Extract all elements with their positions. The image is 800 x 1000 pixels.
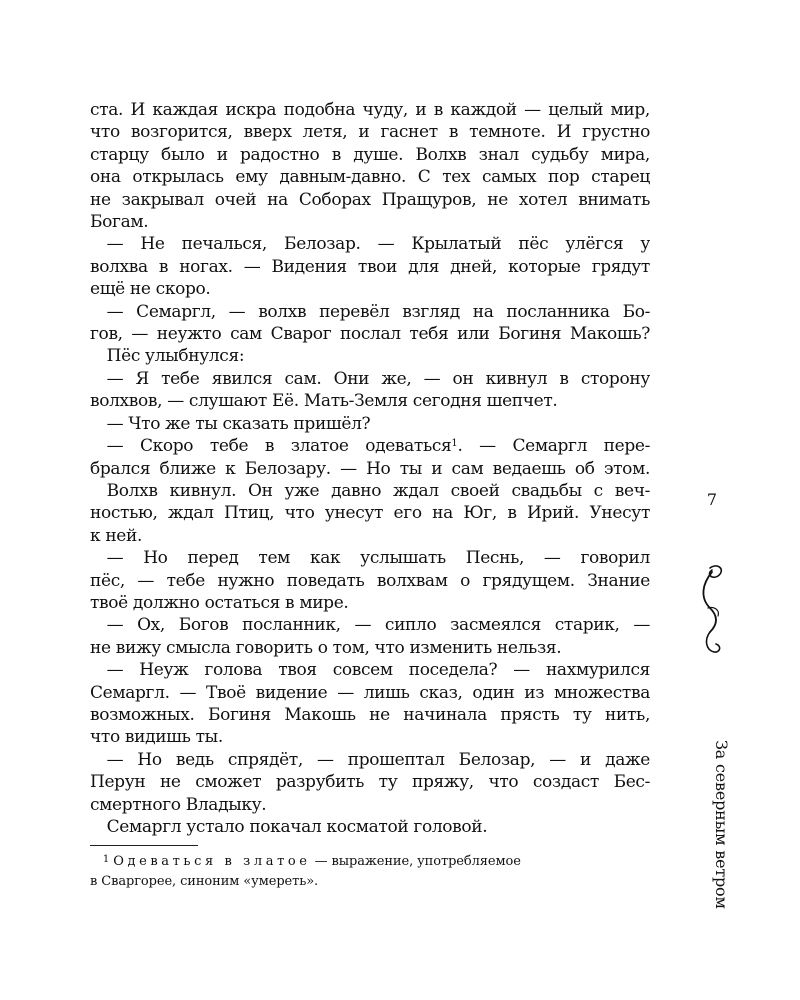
text-line: к ней.	[90, 525, 143, 546]
text-line: пёс, — тебе нужно поведать волхвам о грядущем. Знание	[90, 570, 650, 591]
footnote-ref-before: — Скоро тебе в златое одеваться	[90, 436, 452, 457]
text-line: брался ближе к Белозару. — Но ты и сам ведаешь об этом.	[90, 458, 650, 479]
footnote-text: — выражение, употребляемое	[310, 854, 521, 869]
text-line: что видишь ты.	[90, 727, 223, 748]
text-line: — Что же ты сказать пришёл?	[90, 413, 371, 434]
text-line: волхва в ногах. — Видения твои для дней, которые грядут	[90, 256, 650, 277]
footnote-ref-marker: 1	[451, 438, 458, 450]
text-line: она открылась ему давным-давно. С тех самых пор старец	[90, 167, 650, 188]
text-line: Перун не сможет разрубить ту пряжу, что создаст Бес-	[90, 772, 650, 793]
text-line: гов, — неужто сам Сварог послал тебя или Богиня Макошь?	[90, 324, 650, 345]
text-line: — Не печалься, Белозар. — Крылатый пёс улёгся у	[90, 234, 650, 255]
text-line: волхвов, — слушают Её. Мать-Земля сегодня шепчет.	[90, 391, 558, 412]
text-line: старцу было и радостно в душе. Волхв знал судьбу мира,	[90, 144, 650, 165]
text-line: ностью, ждал Птиц, что унесут его на Юг, в Ирий. Унесут	[90, 503, 650, 524]
text-line: — Но ведь спрядёт, — прошептал Белозар, — и даже	[90, 749, 650, 770]
ornament-swirl-icon	[688, 560, 738, 660]
text-line: — Но перед тем как услышать Песнь, — говорил	[90, 548, 650, 569]
text-line: возможных. Богиня Макошь не начинала прясть ту нить,	[90, 704, 650, 725]
text-line: твоё должно остаться в мире.	[90, 592, 349, 613]
text-line: — Ох, Богов посланник, — сипло засмеялся старик, —	[90, 615, 650, 636]
text-line	[90, 435, 650, 457]
text-line: смертного Владыку.	[90, 794, 267, 815]
text-line: не вижу смысла говорить о том, что изменить нельзя.	[90, 637, 562, 658]
footnote-marker: 1	[102, 854, 110, 865]
footnote	[90, 852, 650, 892]
text-line: не закрывал очей на Соборах Пращуров, не хотел внимать	[90, 189, 650, 210]
footnote-separator	[90, 845, 198, 846]
running-title: За северным ветром	[712, 740, 731, 909]
text-line: что возгорится, вверх летя, и гаснет в темноте. И грустно	[90, 122, 650, 143]
text-line: Семаргл устало покачал косматой головой.	[90, 817, 488, 837]
page-number: 7	[706, 490, 718, 509]
body-text	[90, 99, 650, 838]
text-line: — Я тебе явился сам. Они же, — он кивнул в сторону	[90, 368, 650, 389]
footnote-term: Одеваться в златое	[113, 854, 311, 869]
text-line: Волхв кивнул. Он уже давно ждал своей свадьбы с веч-	[90, 480, 650, 501]
footnote-ref-after: . — Семаргл пере-	[457, 436, 650, 457]
text-line: — Неуж голова твоя совсем поседела? — нахмурился	[90, 660, 650, 681]
text-line: Богам.	[90, 212, 149, 233]
text-line: — Семаргл, — волхв перевёл взгляд на посланника Бо-	[90, 301, 650, 322]
footnote-line-1	[90, 852, 650, 872]
footnote-line-2: в Сваргорее, синоним «умереть».	[90, 874, 319, 889]
text-line: Пёс улыбнулся:	[90, 346, 245, 367]
text-line: ещё не скоро.	[90, 279, 211, 300]
text-line: Семаргл. — Твоё видение — лишь сказ, один из множества	[90, 682, 650, 703]
text-line: ста. И каждая искра подобна чуду, и в каждой — целый мир,	[90, 100, 650, 120]
